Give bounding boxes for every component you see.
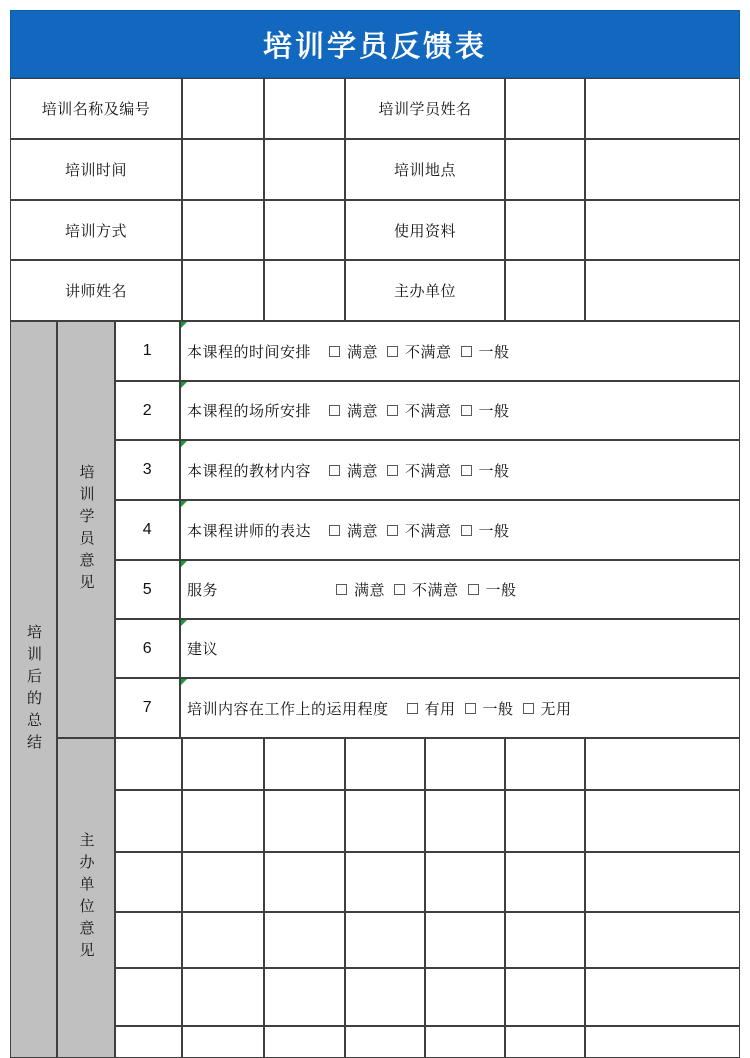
organizer-cell-r2-c3[interactable] bbox=[345, 852, 425, 912]
option-4-3[interactable] bbox=[461, 520, 510, 541]
question-number-text-3: 3 bbox=[142, 461, 153, 478]
question-text-4: 本课程讲师的表达 bbox=[187, 522, 312, 540]
question-text-5: 服务 bbox=[187, 582, 219, 599]
organizer-cell-r0-c2[interactable] bbox=[264, 738, 345, 790]
option-label-2-2: 不满意 bbox=[405, 403, 452, 420]
question-number-5 bbox=[115, 560, 180, 619]
organizer-cell-r0-c6[interactable] bbox=[585, 738, 740, 790]
organizer-cell-r3-c3[interactable] bbox=[345, 912, 425, 968]
option-label-3-2: 不满意 bbox=[405, 462, 452, 480]
organizer-cell-r0-c3[interactable] bbox=[345, 738, 425, 790]
checkbox-icon[interactable] bbox=[465, 703, 476, 714]
info-value-b-3[interactable] bbox=[264, 260, 345, 321]
checkbox-icon[interactable] bbox=[329, 346, 340, 357]
question-content-3 bbox=[187, 460, 510, 481]
option-label-4-2: 不满意 bbox=[405, 522, 452, 540]
organizer-cell-r5-c1[interactable] bbox=[182, 1026, 264, 1058]
info-label-left-text-2: 培训方式 bbox=[64, 222, 127, 240]
cell-note-icon bbox=[181, 679, 187, 685]
info-label-right-0 bbox=[345, 78, 505, 139]
question-number-1 bbox=[115, 321, 180, 381]
question-text-3: 本课程的教材内容 bbox=[187, 462, 312, 480]
info-label-right-2 bbox=[345, 200, 505, 260]
option-label-7-1: 有用 bbox=[424, 700, 456, 718]
info-value-b-0[interactable] bbox=[264, 78, 345, 139]
info-value-c-1[interactable] bbox=[505, 139, 585, 200]
question-content-4 bbox=[187, 520, 510, 541]
cell-note-icon bbox=[181, 620, 187, 626]
checkbox-icon[interactable] bbox=[407, 703, 418, 714]
organizer-cell-r3-c2[interactable] bbox=[264, 912, 345, 968]
info-value-a-2[interactable] bbox=[182, 200, 264, 260]
checkbox-icon[interactable] bbox=[329, 525, 340, 536]
organizer-cell-r4-c1[interactable] bbox=[182, 968, 264, 1026]
question-number-7 bbox=[115, 678, 180, 738]
organizer-cell-r1-c5[interactable] bbox=[505, 790, 585, 852]
checkbox-icon[interactable] bbox=[329, 405, 340, 416]
info-value-a-0[interactable] bbox=[182, 78, 264, 139]
organizer-cell-r4-c4[interactable] bbox=[425, 968, 505, 1026]
info-label-left-2 bbox=[10, 200, 182, 260]
option-4-1[interactable] bbox=[329, 520, 378, 541]
checkbox-icon[interactable] bbox=[523, 703, 534, 714]
cell-note-icon bbox=[181, 441, 187, 447]
info-value-a-1[interactable] bbox=[182, 139, 264, 200]
info-label-left-text-3: 讲师姓名 bbox=[64, 283, 127, 300]
side-label-organizer-opinion bbox=[57, 738, 115, 1058]
checkbox-icon[interactable] bbox=[387, 405, 398, 416]
question-number-6 bbox=[115, 619, 180, 678]
info-label-right-text-3: 主办单位 bbox=[393, 283, 456, 300]
organizer-cell-r4-c0[interactable] bbox=[115, 968, 182, 1026]
info-value-b-2[interactable] bbox=[264, 200, 345, 260]
option-label-2-3: 一般 bbox=[478, 403, 510, 420]
organizer-cell-r2-c0[interactable] bbox=[115, 852, 182, 912]
info-value-b-1[interactable] bbox=[264, 139, 345, 200]
option-3-2[interactable] bbox=[387, 460, 452, 481]
organizer-cell-r0-c4[interactable] bbox=[425, 738, 505, 790]
info-value-c-2[interactable] bbox=[505, 200, 585, 260]
organizer-cell-r5-c0[interactable] bbox=[115, 1026, 182, 1058]
checkbox-icon[interactable] bbox=[387, 525, 398, 536]
question-number-text-4: 4 bbox=[142, 521, 153, 538]
question-row-5[interactable] bbox=[180, 560, 740, 619]
option-3-1[interactable] bbox=[329, 460, 378, 481]
question-number-4 bbox=[115, 500, 180, 560]
option-3-3[interactable] bbox=[461, 460, 510, 481]
checkbox-icon[interactable] bbox=[468, 584, 479, 595]
checkbox-icon[interactable] bbox=[461, 405, 472, 416]
option-label-4-1: 满意 bbox=[347, 522, 379, 540]
organizer-cell-r3-c4[interactable] bbox=[425, 912, 505, 968]
cell-note-icon bbox=[181, 322, 187, 328]
organizer-cell-r5-c3[interactable] bbox=[345, 1026, 425, 1058]
option-5-2[interactable] bbox=[394, 579, 459, 600]
option-1-2[interactable] bbox=[387, 341, 452, 362]
option-label-7-3: 无用 bbox=[540, 700, 572, 718]
organizer-cell-r5-c6[interactable] bbox=[585, 1026, 740, 1058]
question-number-text-7: 7 bbox=[142, 699, 153, 716]
side-label-trainee-opinion-text: 培训学员意见 bbox=[77, 463, 95, 596]
organizer-cell-r2-c2[interactable] bbox=[264, 852, 345, 912]
option-1-1[interactable] bbox=[329, 341, 378, 362]
option-label-4-3: 一般 bbox=[478, 522, 510, 540]
checkbox-icon[interactable] bbox=[461, 346, 472, 357]
option-7-1[interactable] bbox=[407, 698, 456, 719]
question-row-7[interactable] bbox=[180, 678, 740, 738]
info-label-left-1 bbox=[10, 139, 182, 200]
checkbox-icon[interactable] bbox=[461, 465, 472, 476]
side-label-summary bbox=[10, 321, 57, 1058]
checkbox-icon[interactable] bbox=[461, 525, 472, 536]
organizer-cell-r4-c3[interactable] bbox=[345, 968, 425, 1026]
option-7-2[interactable] bbox=[465, 698, 514, 719]
organizer-cell-r3-c1[interactable] bbox=[182, 912, 264, 968]
organizer-cell-r3-c5[interactable] bbox=[505, 912, 585, 968]
organizer-cell-r4-c5[interactable] bbox=[505, 968, 585, 1026]
question-content-7 bbox=[187, 698, 572, 719]
checkbox-icon[interactable] bbox=[336, 584, 347, 595]
info-value-a-3[interactable] bbox=[182, 260, 264, 321]
info-value-d-2[interactable] bbox=[585, 200, 740, 260]
info-label-right-3 bbox=[345, 260, 505, 321]
question-number-text-1: 1 bbox=[142, 342, 153, 359]
question-number-text-5: 5 bbox=[142, 580, 153, 598]
question-content-2 bbox=[187, 400, 510, 421]
info-value-c-0[interactable] bbox=[505, 78, 585, 139]
question-content-6 bbox=[187, 638, 218, 659]
organizer-cell-r4-c2[interactable] bbox=[264, 968, 345, 1026]
form-title-banner bbox=[10, 10, 740, 78]
info-value-d-0[interactable] bbox=[585, 78, 740, 139]
info-value-d-3[interactable] bbox=[585, 260, 740, 321]
organizer-cell-r1-c3[interactable] bbox=[345, 790, 425, 852]
option-5-1[interactable] bbox=[336, 579, 385, 600]
question-row-4[interactable] bbox=[180, 500, 740, 560]
question-text-7: 培训内容在工作上的运用程度 bbox=[187, 700, 389, 718]
option-4-2[interactable] bbox=[387, 520, 452, 541]
cell-note-icon bbox=[181, 382, 187, 388]
info-label-right-text-0: 培训学员姓名 bbox=[378, 101, 472, 118]
option-label-7-2: 一般 bbox=[482, 700, 514, 718]
option-label-5-2: 不满意 bbox=[412, 582, 459, 599]
organizer-cell-r0-c5[interactable] bbox=[505, 738, 585, 790]
organizer-cell-r1-c6[interactable] bbox=[585, 790, 740, 852]
option-label-1-3: 一般 bbox=[478, 343, 510, 361]
question-row-6[interactable] bbox=[180, 619, 740, 678]
info-value-c-3[interactable] bbox=[505, 260, 585, 321]
side-label-organizer-opinion-text: 主办单位意见 bbox=[77, 832, 95, 964]
option-7-3[interactable] bbox=[523, 698, 572, 719]
organizer-cell-r1-c2[interactable] bbox=[264, 790, 345, 852]
cell-note-icon bbox=[181, 561, 187, 567]
cell-note-icon bbox=[181, 501, 187, 507]
info-value-d-1[interactable] bbox=[585, 139, 740, 200]
organizer-cell-r2-c5[interactable] bbox=[505, 852, 585, 912]
organizer-cell-r5-c4[interactable] bbox=[425, 1026, 505, 1058]
option-label-5-3: 一般 bbox=[485, 582, 517, 599]
side-label-trainee-opinion bbox=[57, 321, 115, 738]
option-2-2[interactable] bbox=[387, 400, 452, 421]
option-label-1-2: 不满意 bbox=[405, 343, 452, 361]
option-5-3[interactable] bbox=[468, 579, 517, 600]
info-label-left-3 bbox=[10, 260, 182, 321]
info-label-left-text-0: 培训名称及编号 bbox=[41, 101, 151, 118]
option-label-3-1: 满意 bbox=[347, 462, 379, 480]
info-label-right-1 bbox=[345, 139, 505, 200]
question-content-1 bbox=[187, 341, 510, 362]
organizer-cell-r0-c0[interactable] bbox=[115, 738, 182, 790]
checkbox-icon[interactable] bbox=[394, 584, 405, 595]
organizer-cell-r3-c0[interactable] bbox=[115, 912, 182, 968]
question-text-2: 本课程的场所安排 bbox=[187, 403, 312, 420]
checkbox-icon[interactable] bbox=[387, 346, 398, 357]
question-text-6: 建议 bbox=[187, 641, 219, 658]
page-title: 培训学员反馈表 bbox=[262, 28, 487, 63]
organizer-cell-r2-c4[interactable] bbox=[425, 852, 505, 912]
question-number-text-2: 2 bbox=[142, 401, 153, 419]
checkbox-icon[interactable] bbox=[329, 465, 340, 476]
question-row-2[interactable] bbox=[180, 381, 740, 440]
organizer-cell-r1-c0[interactable] bbox=[115, 790, 182, 852]
checkbox-icon[interactable] bbox=[387, 465, 398, 476]
option-label-2-1: 满意 bbox=[347, 403, 379, 420]
question-number-3 bbox=[115, 440, 180, 500]
info-label-left-text-1: 培训时间 bbox=[64, 162, 127, 179]
organizer-cell-r2-c1[interactable] bbox=[182, 852, 264, 912]
question-number-text-6: 6 bbox=[142, 639, 153, 657]
organizer-cell-r5-c2[interactable] bbox=[264, 1026, 345, 1058]
organizer-cell-r5-c5[interactable] bbox=[505, 1026, 585, 1058]
organizer-cell-r2-c6[interactable] bbox=[585, 852, 740, 912]
question-content-5 bbox=[187, 579, 517, 600]
organizer-cell-r4-c6[interactable] bbox=[585, 968, 740, 1026]
option-2-3[interactable] bbox=[461, 400, 510, 421]
question-row-3[interactable] bbox=[180, 440, 740, 500]
organizer-cell-r1-c1[interactable] bbox=[182, 790, 264, 852]
question-number-2 bbox=[115, 381, 180, 440]
option-label-3-3: 一般 bbox=[478, 462, 510, 480]
question-row-1[interactable] bbox=[180, 321, 740, 381]
option-2-1[interactable] bbox=[329, 400, 378, 421]
organizer-cell-r0-c1[interactable] bbox=[182, 738, 264, 790]
option-1-3[interactable] bbox=[461, 341, 510, 362]
question-text-1: 本课程的时间安排 bbox=[187, 343, 312, 361]
option-label-1-1: 满意 bbox=[347, 343, 379, 361]
organizer-cell-r1-c4[interactable] bbox=[425, 790, 505, 852]
info-label-right-text-2: 使用资料 bbox=[393, 222, 456, 240]
organizer-cell-r3-c6[interactable] bbox=[585, 912, 740, 968]
option-label-5-1: 满意 bbox=[354, 582, 386, 599]
side-label-summary-text: 培训后的总结 bbox=[25, 623, 42, 756]
info-label-left-0 bbox=[10, 78, 182, 139]
info-label-right-text-1: 培训地点 bbox=[393, 162, 456, 179]
